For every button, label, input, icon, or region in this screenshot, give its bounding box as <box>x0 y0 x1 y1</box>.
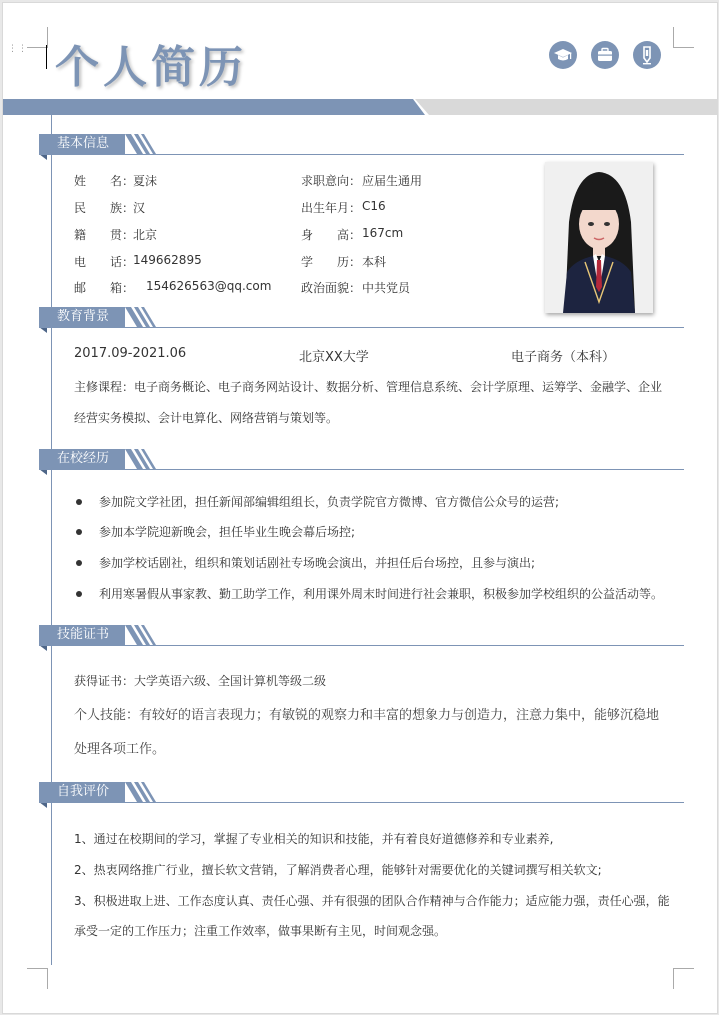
section-title: 教育背景 <box>39 307 125 327</box>
section-title: 技能证书 <box>39 625 125 645</box>
basic-info-label: 政治面貌： <box>301 281 362 295</box>
pen-icon <box>633 41 661 69</box>
bullet-icon <box>76 591 82 597</box>
basic-info-label: 邮 箱： <box>74 281 135 295</box>
profile-photo <box>545 162 653 313</box>
edu-school: 北京XX大学 <box>299 350 369 365</box>
section-title: 在校经历 <box>39 449 125 469</box>
section-header-skills <box>39 625 684 647</box>
edu-period: 2017.09-2021.06 <box>74 346 187 361</box>
stripes-decoration <box>125 782 165 802</box>
edu-major: 电子商务（本科） <box>511 350 616 365</box>
margin-mark-bottom-right <box>673 968 694 989</box>
basic-info-value: 167cm <box>362 226 404 240</box>
bullet-icon <box>76 560 82 566</box>
basic-info-value: 本科 <box>362 255 387 269</box>
section-header-self-eval <box>39 782 684 804</box>
header-banner <box>3 99 717 115</box>
self-eval-line3a: 3、积极进取上进、工作态度认真、责任心强、并有很强的团队合作精神与合作能力；适应能力强，责任心强，能 <box>74 894 670 908</box>
self-eval-line3b: 承受一定的工作压力；注重工作效率，做事果断有主见，时间观念强。 <box>74 924 447 938</box>
section-rule <box>39 327 684 328</box>
stripes-decoration <box>125 449 165 469</box>
section-rule <box>39 469 684 470</box>
section-rule <box>39 645 684 646</box>
basic-info-value: 汉 <box>133 201 146 215</box>
basic-info-value: C16 <box>362 199 386 213</box>
basic-info-value: 应届生通用 <box>362 174 423 188</box>
drag-handle-icon[interactable]: ⋮⋮ <box>8 44 28 54</box>
section-rule <box>39 154 684 155</box>
basic-info-value: 149662895 <box>133 253 202 267</box>
page-title: 个人简历 <box>55 42 247 93</box>
section-rule <box>39 802 684 803</box>
edu-courses-line1: 主修课程：电子商务概论、电子商务网站设计、数据分析、管理信息系统、会计学原理、运筹学、金融学、企业 <box>74 380 663 394</box>
section-header-basic-info <box>39 134 684 156</box>
skills-line2: 处理各项工作。 <box>74 742 166 757</box>
skills-line1: 个人技能：有较好的语言表现力；有敏锐的观察力和丰富的想象力与创造力，注意力集中，能够沉稳地 <box>74 708 660 723</box>
bullet-icon <box>76 529 82 535</box>
text-cursor <box>46 45 47 69</box>
bullet-icon <box>76 499 82 505</box>
section-header-campus <box>39 449 684 471</box>
basic-info-label: 求职意向： <box>301 174 362 188</box>
basic-info-value: 154626563@qq.com <box>146 279 272 293</box>
section-title: 基本信息 <box>39 134 125 154</box>
timeline-line <box>51 115 52 965</box>
skills-cert: 获得证书：大学英语六级、全国计算机等级二级 <box>74 674 327 688</box>
section-header-education <box>39 307 684 329</box>
stripes-decoration <box>125 307 165 327</box>
campus-item: 参加院文学社团，担任新闻部编辑组组长，负责学院官方微博、官方微信公众号的运营; <box>99 495 560 509</box>
briefcase-icon <box>591 41 619 69</box>
basic-info-label: 身 高： <box>301 228 362 242</box>
self-eval-line1: 1、通过在校期间的学习，掌握了专业相关的知识和技能，并有着良好道德修养和专业素养, <box>74 832 554 846</box>
margin-mark-bottom-left <box>27 968 48 989</box>
basic-info-label: 出生年月： <box>301 201 362 215</box>
basic-info-label: 姓 名： <box>74 174 135 188</box>
basic-info-label: 籍 贯： <box>74 228 135 242</box>
basic-info-label: 学 历： <box>301 255 362 269</box>
margin-mark-top-left <box>27 27 48 48</box>
basic-info-label: 民 族： <box>74 201 135 215</box>
basic-info-value: 夏沫 <box>133 174 158 188</box>
stripes-decoration <box>125 134 165 154</box>
graduation-cap-icon <box>549 41 577 69</box>
resume-page <box>2 2 718 1014</box>
basic-info-value: 北京 <box>133 228 158 242</box>
campus-item: 利用寒暑假从事家教、勤工助学工作，利用课外周末时间进行社会兼职，积极参加学校组织的公益活动等。 <box>99 587 664 601</box>
edu-courses-line2: 经营实务模拟、会计电算化、网络营销与策划等。 <box>74 411 339 425</box>
section-title: 自我评价 <box>39 782 125 802</box>
margin-mark-top-right <box>673 27 694 48</box>
campus-item: 参加学校话剧社，组织和策划话剧社专场晚会演出，并担任后台场控，且参与演出; <box>99 556 536 570</box>
basic-info-value: 中共党员 <box>362 281 411 295</box>
self-eval-line2: 2、热衷网络推广行业，擅长软文营销，了解消费者心理，能够针对需要优化的关键词撰写相关软文; <box>74 863 602 877</box>
basic-info-label: 电 话： <box>74 255 135 269</box>
stripes-decoration <box>125 625 165 645</box>
campus-item: 参加本学院迎新晚会，担任毕业生晚会幕后场控; <box>99 525 356 539</box>
